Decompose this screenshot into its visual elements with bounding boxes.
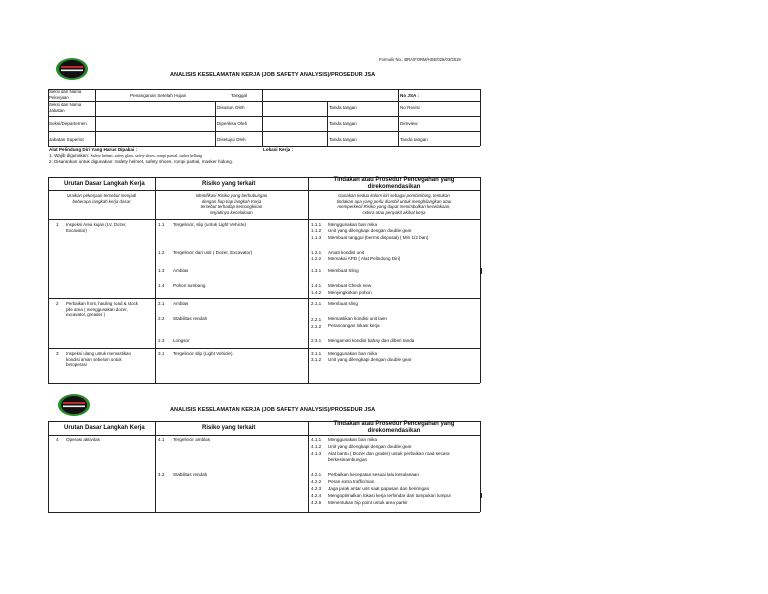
control-text: Memastikan kondisi unit laen: [328, 316, 387, 321]
control-text: Amati kondisi unit: [328, 250, 365, 255]
step-desc-line: Excavator): [66, 227, 87, 233]
label-tanda-tangan-4: Tanda tangan: [400, 137, 428, 142]
page-title: ANALISIS KESELAMATAN KERJA (JOB SAFETY ANALYSIS)/PROSEDUR JSA: [170, 407, 376, 413]
label-no-jsa: No JSA :: [400, 93, 419, 98]
control-text: Membuat tanggul (berms disposal) ( Min 1/2 ban): [328, 235, 429, 240]
apd-wajib-label: 1. Wajib digunakan:: [49, 153, 90, 158]
edge-mark: [481, 493, 482, 498]
control-number: 1.4.2: [311, 290, 322, 295]
control-number: 1.1.1: [311, 222, 322, 227]
control-text: Membuat Check new: [328, 283, 372, 288]
risk-number: 1.4: [158, 283, 165, 288]
control-number: 4.1.2: [311, 444, 322, 449]
header-tindakan-line1: Tindakan atau Prosedur Pencegahan yang: [333, 421, 455, 427]
label-tanggal: Tanggal: [231, 93, 248, 98]
guidance-risiko-line: dengan fiap-tiap langkah Kerja: [201, 198, 262, 204]
control-text: Membuat Sling: [328, 268, 359, 273]
header-tindakan: [308, 421, 480, 435]
risk-text: Longsor: [173, 338, 190, 343]
control-text: Alat bantu ( Dozer dan grader) untuk perbaikan road secara: [328, 451, 450, 456]
step-desc-line: excavator, greader ): [66, 312, 106, 318]
control-number: 1.3.1: [311, 268, 322, 273]
pekerjaan-value: Penanganan Setelah Hujan: [130, 93, 187, 98]
control-number: 1.2.1: [311, 250, 322, 255]
company-logo-icon: [55, 57, 89, 81]
control-number: 2.1.1: [311, 301, 322, 306]
guidance-urutan: [48, 193, 155, 204]
control-number: 1.4.1: [311, 283, 322, 288]
step-desc-line: Perbaikan front, hauling road & stock: [66, 301, 138, 306]
apd-wajib: [49, 153, 202, 158]
control-text: Unit yang dilengkapi dengan double gear: [328, 357, 412, 362]
guidance-risiko-line: Identifikasi Risiko yang berhubungan: [195, 193, 268, 198]
label-disusun-oleh: Disusun Oleh: [217, 105, 245, 110]
page-title: ANALISIS KESELAMATAN KERJA (JOB SAFETY ANALYSIS)/PROSEDUR JSA: [170, 72, 376, 78]
header-tindakan-line2: direkomendasikan: [367, 428, 421, 434]
label-seksi-departemen: Seksi/Departemen: [49, 121, 87, 126]
risk-number: 1.2: [158, 250, 165, 255]
risk-number: 2.2: [158, 316, 165, 321]
control-text: Memakai APD ( Alat Pelindung Diri): [328, 256, 401, 261]
step-number: 1: [56, 222, 59, 227]
control-number: 4.2.5: [311, 500, 322, 505]
guidance-urutan-line: beberapa langkah kerja dasar: [72, 198, 131, 204]
header-tindakan-line2: direkomendasikan: [367, 184, 421, 190]
control-number: 3.1.2: [311, 357, 322, 362]
control-number: 4.1.3: [311, 451, 322, 456]
control-text: Perancangan lokasi kerja: [328, 323, 380, 328]
label-tanda-tangan-2: Tanda tangan: [329, 121, 357, 126]
control-text: Menyingkirkan pohon: [328, 290, 372, 295]
guidance-risiko-line: terjadinya kecelakaan: [210, 209, 253, 215]
control-number: 4.2.3: [311, 486, 322, 491]
guidance-risiko: [155, 193, 308, 215]
guidance-tindakan-line: memperkecil Risiko yang dapat menimbulkan kecelakaan,: [337, 204, 451, 210]
control-number: 4.2.4: [311, 493, 322, 498]
risk-number: 1.1: [158, 222, 165, 227]
control-text: Perbaikan kecepatan sesuai lalu kesulanaan: [328, 472, 419, 477]
control-text: Menggunakan ban mika: [328, 437, 378, 442]
step-desc-line: Inspeksi ulang untuk memastikan: [66, 351, 131, 356]
label-seksi-nama-pekerjaan: Seksi dan Nama Pekerjaan: [49, 89, 82, 100]
label-disetujui-oleh: Disetujui Oleh: [217, 137, 246, 142]
control-number: 4.2.1: [311, 472, 322, 477]
control-number: 4.1.1: [311, 437, 322, 442]
control-text: Mengamati kondisi bahay dan diberi tanda: [328, 338, 415, 343]
apd-heading: Alat Pelindung Diri Yang Harus Dipakai :: [49, 147, 137, 152]
control-number: 2.2.1: [311, 317, 322, 322]
risk-number: 1.3: [158, 268, 165, 273]
label-jabatan-superior: Jabatan Superior: [49, 137, 84, 142]
step-number: 3: [56, 351, 59, 356]
control-text: Menentukan hip point untuk area parkir: [328, 500, 408, 505]
control-text: Peran extra traffic/man: [328, 479, 375, 484]
form-number: Formulir No.: BRA/FORM/HSE/025/03/2019: [379, 57, 461, 62]
risk-number: 4.2: [158, 472, 165, 477]
step-description: [66, 222, 154, 233]
risk-text: Tergelincir amblas: [173, 437, 211, 442]
header-tindakan: [308, 177, 480, 191]
guidance-tindakan-line: cidera atau penyakit akibat kerja: [362, 209, 426, 215]
step-desc-line: beroperasi: [66, 362, 87, 368]
control-text: Menggunakan ban mika: [328, 351, 378, 356]
step-description: [66, 301, 154, 318]
control-text: berkesinambungan: [328, 457, 368, 462]
step-number: 4: [56, 437, 59, 442]
label-tanda-tangan-1: Tanda tangan: [329, 105, 357, 110]
step-desc-line: kondisi aman sebelum untuk: [66, 356, 122, 362]
control-text: Menggunakan ban mika: [328, 222, 378, 227]
risk-text: Amblas: [173, 301, 189, 306]
control-number: 1.1.3: [311, 235, 322, 240]
step-description: [66, 351, 154, 368]
label-tanda-tangan-3: Tanda tangan: [329, 137, 357, 142]
guidance-tindakan-line: tindakan apa yang perlu diambil untuk menghilangkan atau: [336, 198, 452, 204]
label-seksi-nama-jabatan: Seksi dan Nama Jabatan: [49, 102, 82, 113]
risk-text: Pohon tumbang: [173, 283, 206, 288]
control-text: Unit yang dilengkapi dengan double gear: [328, 444, 412, 449]
risk-text: Tergelincir slip (Light Vehicle): [173, 351, 233, 356]
control-text: Membuat sling: [328, 301, 358, 306]
label-diperiksa-oleh: Diperiksa Oleh: [217, 121, 248, 126]
label-direview: Direview: [400, 121, 418, 126]
control-number: 2.2.2: [311, 324, 322, 329]
header-risiko: Risiko yang terkait: [202, 425, 256, 431]
risk-number: 3.1: [158, 351, 165, 356]
company-logo-icon: [57, 393, 91, 417]
guidance-urutan-line: Uraikan pekerjaan tersebut menjadi: [66, 193, 137, 198]
guidance-tindakan-line: Gunakan kedua kolom kiri sebagai pembimbing, tentukan: [338, 193, 450, 198]
risk-number: 2.1: [158, 301, 165, 306]
header-risiko: Risiko yang terkait: [202, 181, 256, 187]
control-number: 2.3.1: [311, 338, 322, 343]
step-desc-line: Inspeksi Area kujan (LV, Dozer,: [66, 222, 127, 227]
risk-text: Amblas: [173, 268, 189, 273]
risk-text: Tergelincir dari unit ( Dozer, Excavator): [173, 250, 253, 255]
apd-wajib-value: Safety helmet, safety glass, safety shoes, rompi partial, sarker bellung: [90, 153, 203, 158]
control-number: 1.2.2: [311, 256, 322, 261]
risk-text: Stabilitas rendah: [173, 316, 208, 321]
label-no-revisi: No Revisi: [400, 105, 420, 110]
control-number: 3.1.1: [311, 351, 322, 356]
guidance-tindakan: [308, 193, 480, 215]
step-number: 2: [56, 301, 59, 306]
guidance-risiko-line: tersebut terhadap kemungkinan: [200, 204, 263, 210]
risk-text: Tergelincir, slip (untuk Light Vehicle): [173, 222, 247, 227]
risk-text: Stabilitas rendah: [173, 472, 208, 477]
risk-number: 4.1: [158, 437, 165, 442]
step-description: Operasi aktivitas: [66, 437, 100, 442]
apd-disarankan: 2. Disarankan untuk digunakan: Safety helmet, safety shoes, rompi partial, masker hidung.: [49, 159, 234, 164]
header-urutan: Urutan Dasar Langkah Kerja: [64, 425, 145, 431]
header-urutan: Urutan Dasar Langkah Kerja: [64, 181, 145, 187]
header-tindakan-line1: Tindakan atau Prosedur Pencegahan yang: [333, 177, 455, 183]
edge-mark: [481, 268, 482, 274]
lokasi-kerja-label: Lokasi Kerja :: [263, 147, 294, 152]
control-number: 1.1.2: [311, 228, 322, 233]
control-text: Unit yang dilengkapi dengan double gear: [328, 228, 412, 233]
control-text: Mengoptimalkan lokasi kerja terhindar dari tumpukan lumpur: [328, 493, 452, 498]
step-desc-line: pile area ( menggunakan dozer,: [66, 306, 128, 312]
control-text: Jaga jarak antar unit saat papasan dan beriringan: [328, 486, 430, 491]
risk-number: 2.3: [158, 338, 165, 343]
control-number: 4.2.2: [311, 479, 322, 484]
